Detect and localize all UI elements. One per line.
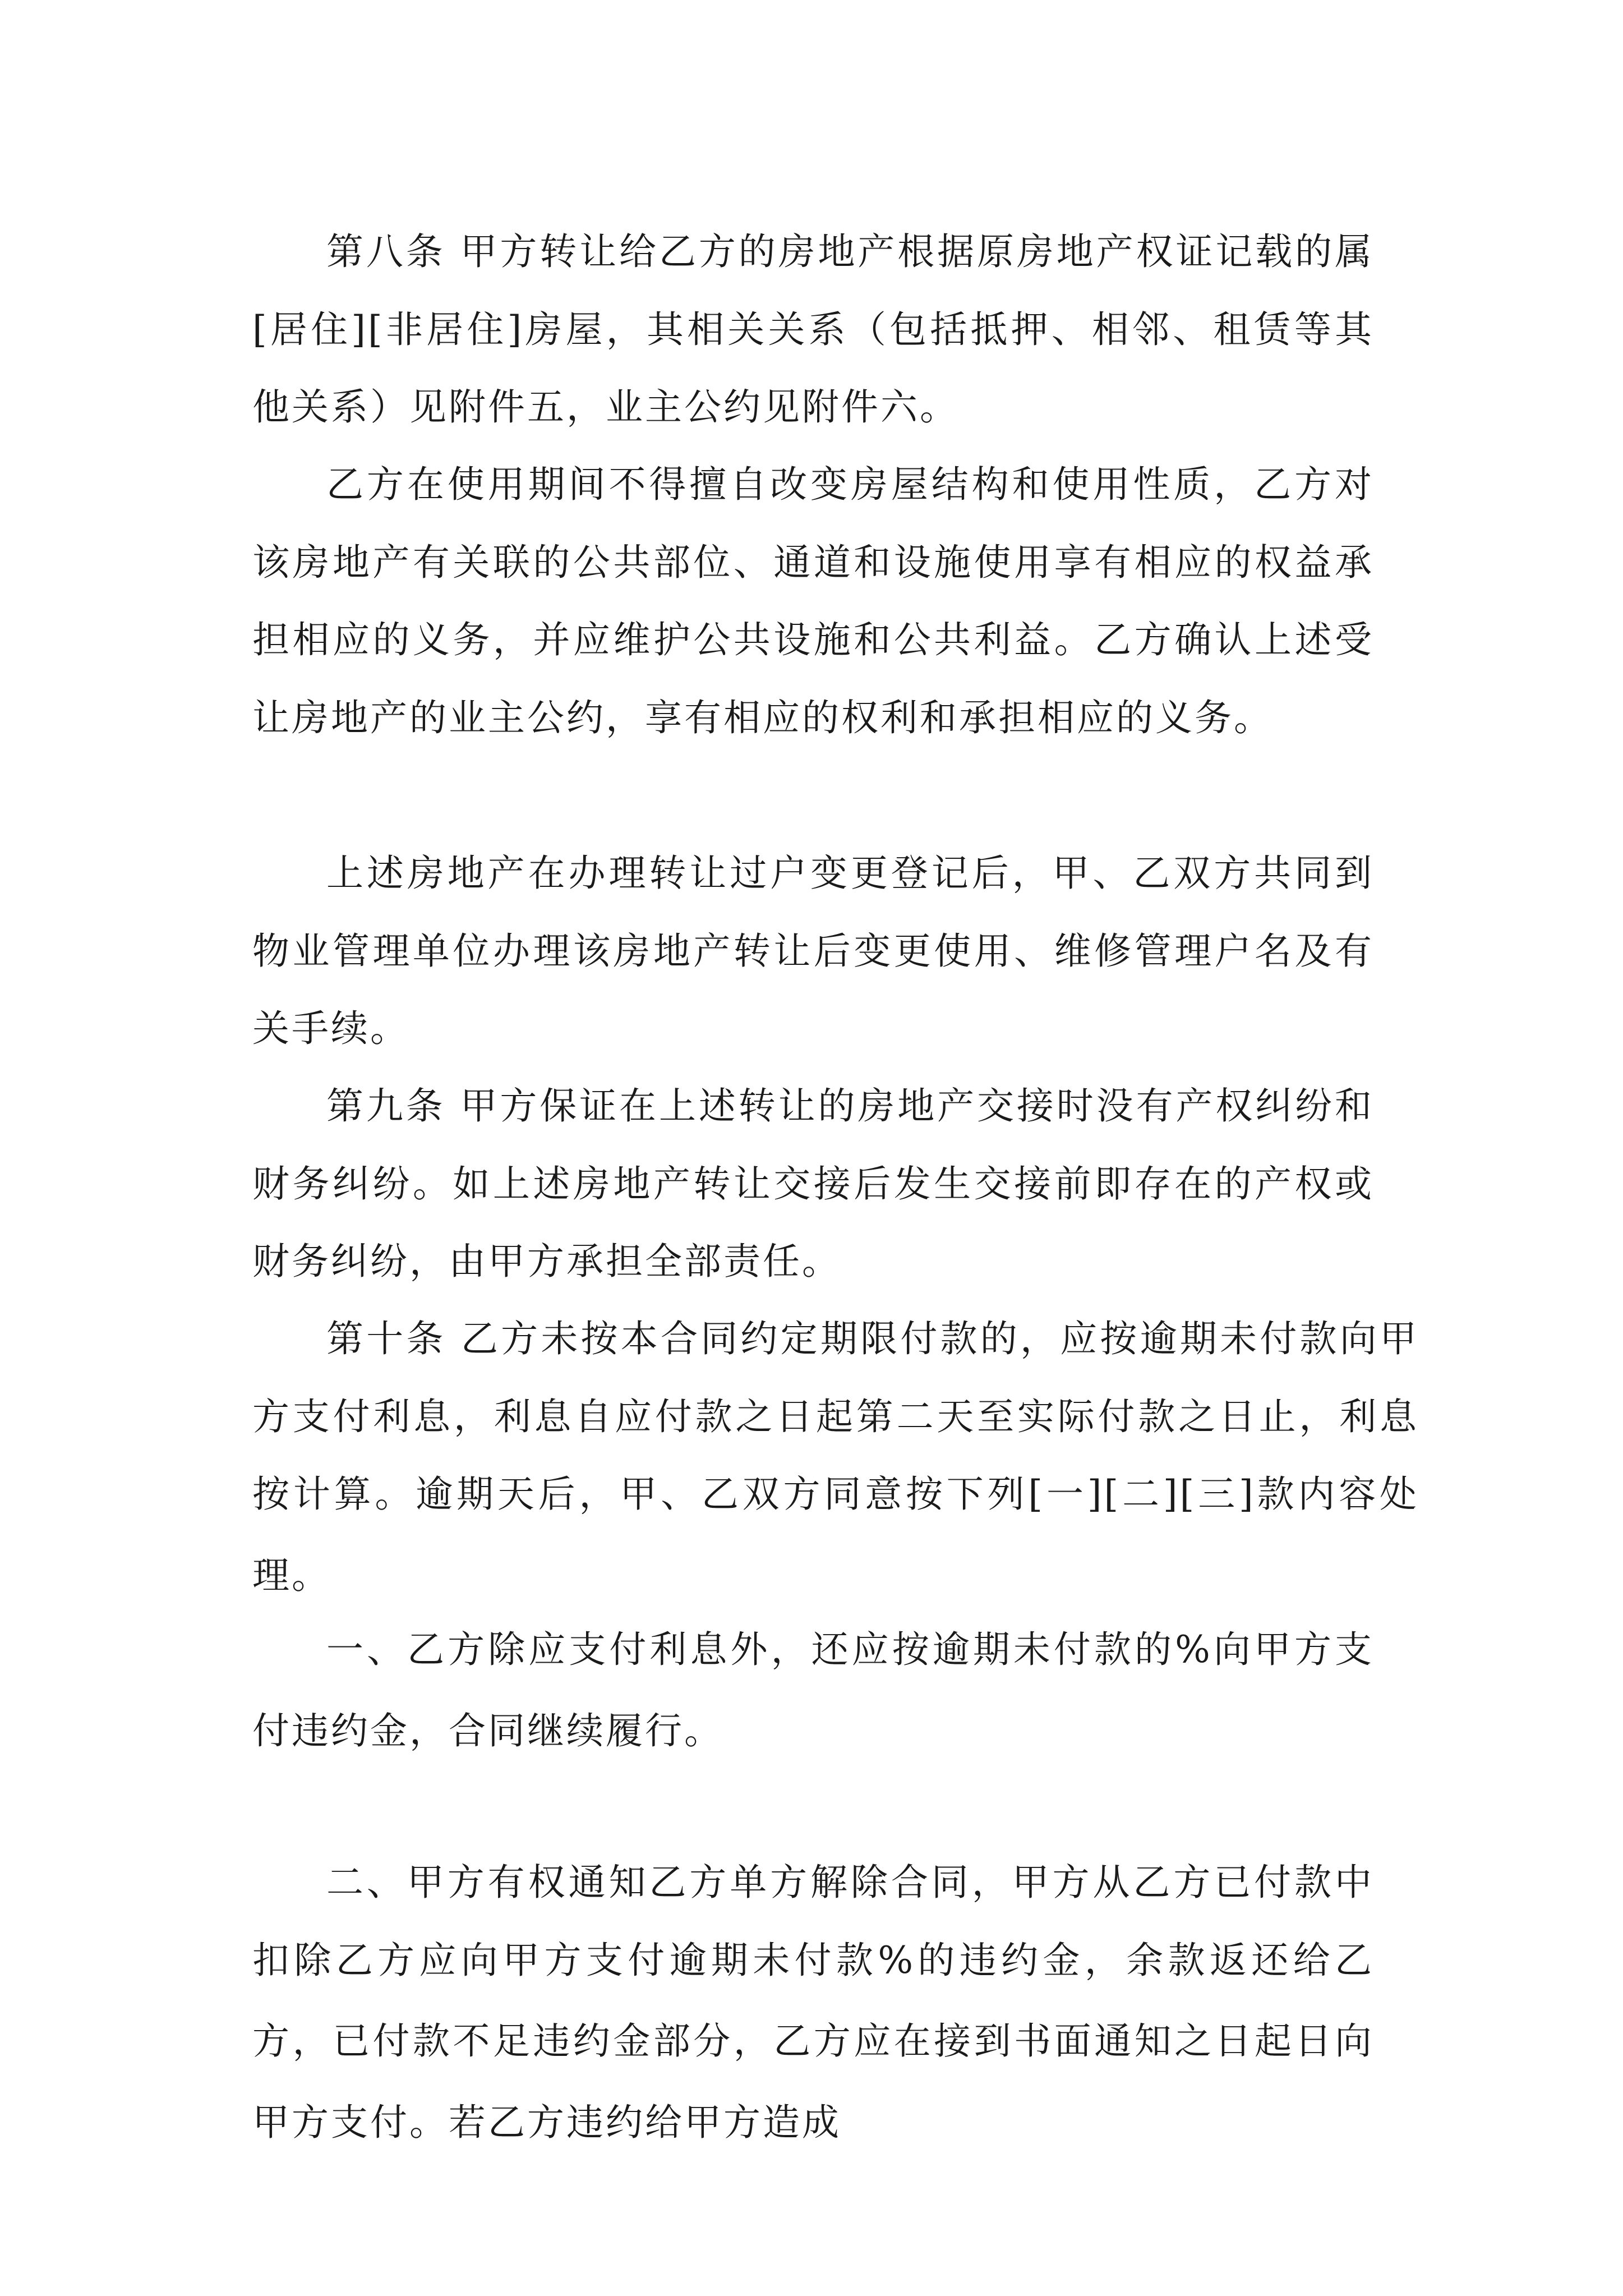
- option-2-paragraph: [252, 1844, 1374, 2161]
- clause-9-text: 第九条 甲方保证在上述转让的房地产交接时没有产权纠纷和财务纠纷。如上述房地产转让交接后发生交接前即存在的产权或财务纠纷，由甲方承担全部责任。: [252, 1084, 1374, 1283]
- option-2-text-1: 二、甲方有权通知乙方单方解除合同，甲方从乙方已付款中扣除乙方应向甲方支付逾期未付款: [252, 1861, 1374, 1982]
- clause-10-text-3: 天后，甲、乙双方同意按下列[一][二][三]款内容处理。: [252, 1473, 1419, 1597]
- clause-8-paragraph: [252, 213, 1374, 447]
- option-1-text-1: 一、乙方除应支付利息外，还应按逾期未付款的: [326, 1628, 1175, 1671]
- clause-10-paragraph: [252, 1300, 1419, 1614]
- clause-8-text: 第八条 甲方转让给乙方的房地产根据原房地产权证记载的属[居住][非居住]房屋，其相关关系（包括抵押、相邻、租赁等其他关系）见附件五，业主公约见附件六。: [252, 230, 1374, 429]
- option-1-text-2: %向甲方支付违约金，合同继续履行。: [252, 1628, 1374, 1752]
- clause-10-text-2: 计算。逾期: [293, 1473, 497, 1516]
- option-2-text-2: %的违约金，余款返还给乙方，已付款不足违约金部分，乙方应在接到书面通知之日起: [252, 1938, 1374, 2063]
- usage-text: 乙方在使用期间不得擅自改变房屋结构和使用性质，乙方对该房地产有关联的公共部位、通道和设施使用享有相应的权益承担相应的义务，并应维护公共设施和公共利益。乙方确认上述受让房地产的业主公约，享有相应的权利和承担相应的义务。: [252, 463, 1374, 739]
- option-1-paragraph: [252, 1611, 1374, 1770]
- clause-8-transfer-paragraph: [252, 835, 1374, 1068]
- clause-10-text-1: 第十条 乙方未按本合同约定期限付款的，应按逾期未付款向甲方支付利息，利息自应付款之日起第二天至实际付款之日止，利息按: [252, 1317, 1419, 1516]
- transfer-text: 上述房地产在办理转让过户变更登记后，甲、乙双方共同到物业管理单位办理该房地产转让后变更使用、维修管理户名及有关手续。: [252, 852, 1374, 1050]
- clause-9-paragraph: [252, 1068, 1374, 1301]
- clause-8-usage-paragraph: [252, 446, 1374, 757]
- option-2-text-3: 日向甲方支付。若乙方违约给甲方造成: [252, 2019, 1375, 2144]
